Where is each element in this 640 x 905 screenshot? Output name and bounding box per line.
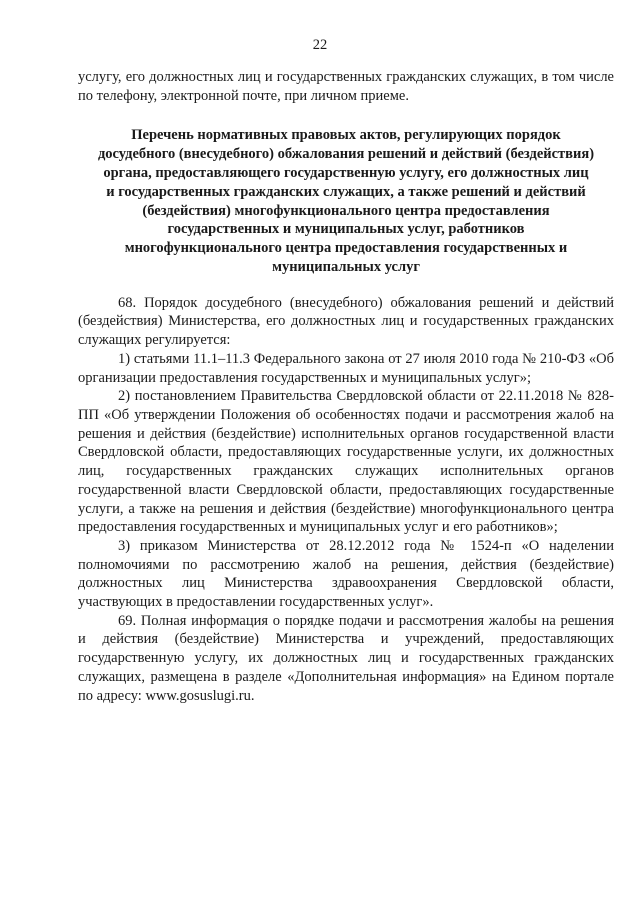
page-number: 22 — [312, 37, 328, 53]
heading-line: (бездействия) многофункционального центра предоставления — [142, 202, 550, 219]
paragraph-69: 69. Полная информация о порядке подачи и рассмотрения жалобы на решения и действия (бездействие) Министерства и учреждений, предоставляющих государственную услугу, их должностных лиц и государственных гражданских служащих, размещена в разделе «Дополнительная информация» на Едином портале по адресу: www.gosuslugi.ru. — [78, 612, 614, 704]
list-item-1: 1) статьями 11.1–11.3 Федерального закона от 27 июля 2010 года № 210-ФЗ «Об организации предоставления государственных и муниципальных услуг»; — [78, 350, 614, 386]
heading-line: многофункционального центра предоставления государственных и — [124, 240, 568, 257]
document-body — [78, 68, 614, 705]
section-heading — [88, 126, 604, 276]
heading-line: Перечень нормативных правовых актов, регулирующих порядок — [131, 127, 561, 144]
heading-line: и государственных гражданских служащих, а также решений и действий — [106, 183, 586, 200]
intro-paragraph: услугу, его должностных лиц и государственных гражданских служащих, в том числе по телефону, электронной почте, при личном приеме. — [78, 69, 614, 104]
paragraph-68: 68. Порядок досудебного (внесудебного) обжалования решений и действий (бездействия) Министерства, его должностных лиц и государственных гражданских служащих регулируется: — [78, 294, 614, 349]
heading-line: муниципальных услуг — [272, 258, 420, 275]
list-item-2: 2) постановлением Правительства Свердловской области от 22.11.2018 № 828-ПП «Об утверждении Положения об особенностях подачи и рассмотрения жалоб на решения и действия (бездействие) исполнительных органов государственной власти Свердловской области, предоставляющих государственные услуги, их должностных лиц, государственных гражданских служащих исполнительных органов государственной власти Свердловской области, предоставляющих государственные услуги, а также на решения и действия (бездействие) многофункционального центра предоставления государственных и муниципальных услуг и его работников»; — [78, 388, 614, 536]
heading-line: органа, предоставляющего государственную услугу, его должностных лиц — [103, 165, 589, 181]
heading-line: государственных и муниципальных услуг, работников — [167, 221, 525, 238]
list-item-3: 3) приказом Министерства от 28.12.2012 года № 1524-п «О наделении полномочиями по рассмотрению жалоб на решения, действия (бездействие) должностных лиц Министерства здравоохранения Свердловской области, участвующих в предоставлении государственных услуг». — [78, 537, 614, 611]
heading-line: досудебного (внесудебного) обжалования решений и действий (бездействия) — [97, 146, 595, 163]
